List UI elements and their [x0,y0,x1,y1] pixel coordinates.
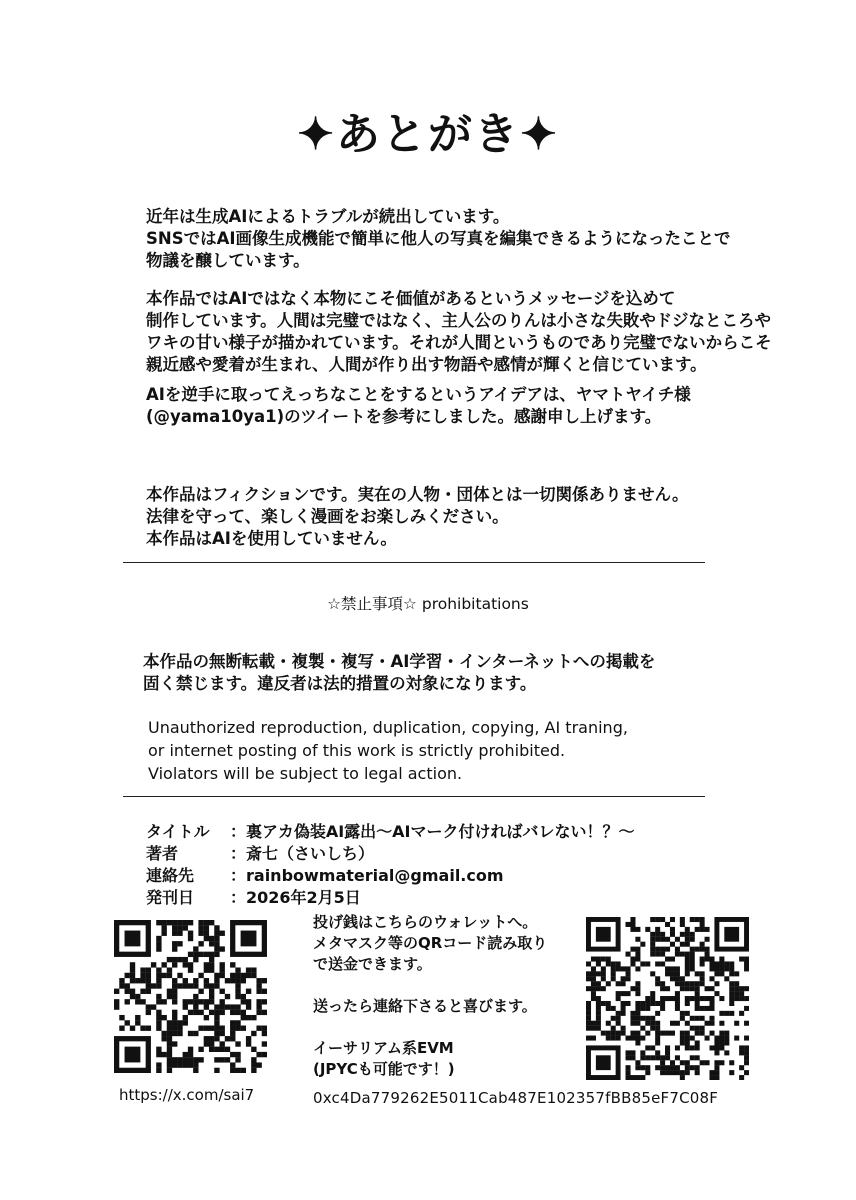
text-line: 本作品はフィクションです。実在の人物・団体とは一切関係ありません。 [146,485,689,504]
text-line: イーサリアム系EVM [313,1039,454,1057]
text-line: or internet posting of this work is strictly prohibited. [148,741,566,760]
info-row-date [146,887,635,909]
text-line: メタマスク等のQRコード読み取り [313,934,548,952]
text-line: 物議を醸しています。 [146,251,310,270]
text-line: 本作品ではAIではなく本物にこそ価値があるというメッセージを込めて [146,289,676,308]
wallet-qr-code[interactable] [586,917,749,1080]
afterword-paragraph-2 [146,288,806,376]
book-info [146,821,635,909]
text-line: 送ったら連絡下さると喜びます。 [313,997,537,1015]
text-line: 法律を守って、楽しく漫画をお楽しみください。 [146,507,509,526]
text-line: 本作品の無断転載・複製・複写・AI学習・インターネットへの掲載を [143,652,656,671]
info-value: ：2026年2月5日 [230,888,361,907]
info-row-title [146,821,635,843]
qr-code-image [114,920,267,1073]
info-value: ：rainbowmaterial@gmail.com [230,866,504,885]
afterword-paragraph-3 [146,384,806,428]
info-key: 著者 [146,844,179,863]
text-line: 本作品はAIを使用していません。 [146,529,397,548]
info-value: ：斎七（さいしち） [230,844,375,863]
text-line: 親近感や愛着が生まれ、人間が作り出す物語や感情が輝くと信じています。 [146,355,707,374]
text-line: Unauthorized reproduction, duplication, copying, AI traning, [148,718,628,737]
afterword-paragraph-1 [146,206,806,272]
blank-line [313,975,547,996]
prohibitions-japanese [143,651,803,695]
blank-line [313,1017,547,1038]
info-key: 発刊日 [146,888,195,907]
prohibitions-english [148,716,808,785]
x-profile-qr-code[interactable] [114,920,267,1073]
info-key: タイトル [146,822,210,841]
text-line: (JPYCも可能です！) [313,1060,455,1078]
text-line: 固く禁じます。違反者は法的措置の対象になります。 [143,674,537,693]
text-line: Violators will be subject to legal action. [148,764,463,783]
prohibitions-heading: ☆禁止事項☆ prohibitations [327,595,529,613]
info-row-author [146,843,635,865]
text-line: AIを逆手に取ってえっちなことをするというアイデアは、ヤマトヤイチ様 [146,385,691,404]
divider [123,562,705,563]
wallet-address[interactable]: 0xc4Da779262E5011Cab487E102357fBB85eF7C08F [313,1089,719,1107]
disclaimer-paragraph [146,484,806,550]
info-row-contact [146,865,635,887]
divider [123,796,705,797]
info-value: ：裏アカ偽装AI露出〜AIマーク付ければバレない！？〜 [230,822,635,841]
text-line: で送金できます。 [313,955,432,973]
info-key: 連絡先 [146,866,195,885]
qr-left-caption[interactable]: https://x.com/sai7 [119,1086,255,1104]
text-line: (@yama10ya1)のツイートを参考にしました。感謝申し上げます。 [146,407,662,426]
page-title: ✦あとがき✦ [297,109,559,160]
text-line: ワキの甘い様子が描かれています。それが人間というものであり完璧でないからこそ [146,333,772,352]
text-line: SNSではAI画像生成機能で簡単に他人の写真を編集できるようになったことで [146,229,731,248]
text-line: 近年は生成AIによるトラブルが続出しています。 [146,207,510,226]
text-line: 投げ銭はこちらのウォレットへ。 [313,913,538,931]
wallet-text [313,912,547,1080]
text-line: 制作しています。人間は完璧ではなく、主人公のりんは小さな失敗やドジなところや [146,311,772,330]
qr-code-image [586,917,749,1080]
